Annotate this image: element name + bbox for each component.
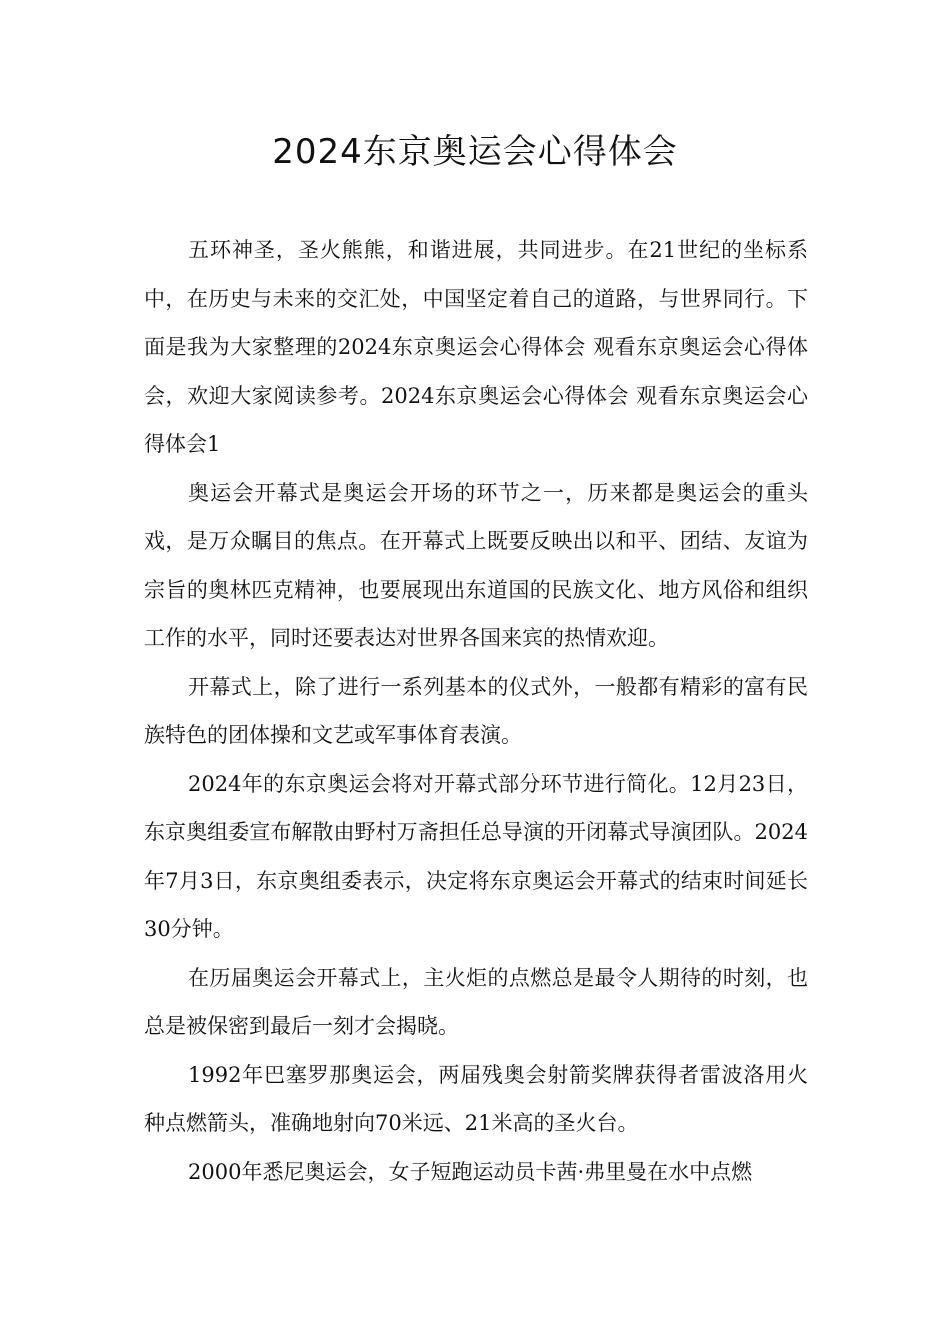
paragraph-torch: 在历届奥运会开幕式上，主火炬的点燃总是最令人期待的时刻，也总是被保密到最后一刻才会揭晓。: [144, 965, 808, 1038]
paragraph-barcelona: 1992年巴塞罗那奥运会，两届残奥会射箭奖牌获得者雷波洛用火种点燃箭头，准确地射向70米远、21米高的圣火台。: [144, 1062, 808, 1135]
paragraph-tokyo-2024: 2024年的东京奥运会将对开幕式部分环节进行简化。12月23日，东京奥组委宣布解散由野村万斋担任总导演的开闭幕式导演团队。2024年7月3日，东京奥组委表示，决定将东京奥运会开幕式的结束时间延长30分钟。: [144, 771, 808, 941]
document-body: [144, 226, 808, 1196]
paragraph-opening-ceremony: 奥运会开幕式是奥运会开场的环节之一，历来都是奥运会的重头戏，是万众瞩目的焦点。在开幕式上既要反映出以和平、团结、友谊为宗旨的奥林匹克精神，也要展现出东道国的民族文化、地方风俗和组织工作的水平，同时还要表达对世界各国来宾的热情欢迎。: [144, 480, 808, 650]
document-title: 2024东京奥运会心得体会: [272, 132, 678, 172]
paragraph-sydney: 2000年悉尼奥运会，女子短跑运动员卡茜·弗里曼在水中点燃: [188, 1159, 753, 1184]
paragraph-performances: 开幕式上，除了进行一系列基本的仪式外，一般都有精彩的富有民族特色的团体操和文艺或军事体育表演。: [144, 674, 808, 747]
paragraph-intro: 五环神圣，圣火熊熊，和谐进展，共同进步。在21世纪的坐标系中，在历史与未来的交汇处，中国坚定着自己的道路，与世界同行。下面是我为大家整理的2024东京奥运会心得体会 观看东京奥运会心得体会，欢迎大家阅读参考。2024东京奥运会心得体会 观看东京奥运会心得体会1: [144, 238, 808, 456]
